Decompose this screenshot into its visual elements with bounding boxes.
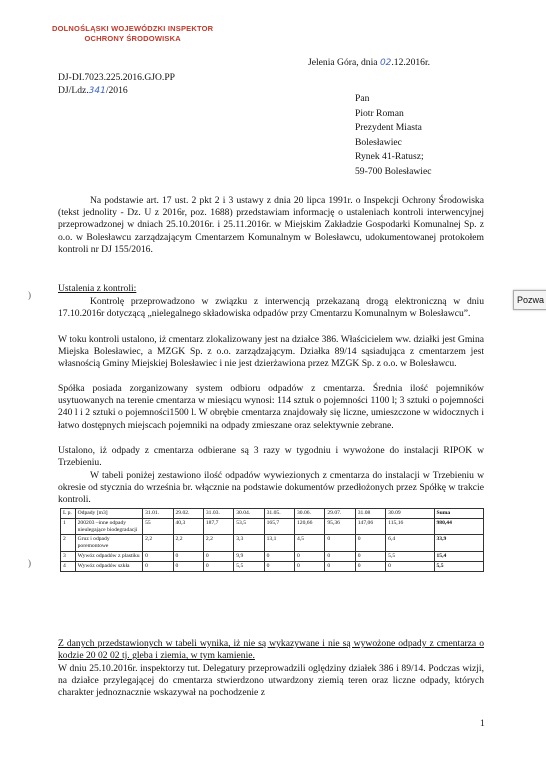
- table-cell: 115,16: [386, 518, 434, 535]
- header-cell: 31.01.: [143, 509, 173, 519]
- table-cell: 40,3: [173, 518, 203, 535]
- table-cell: 4,5: [295, 535, 325, 552]
- recipient-line: Prezydent Miasta: [355, 122, 422, 134]
- margin-mark: ): [28, 558, 31, 568]
- table-cell: 0: [143, 561, 173, 571]
- side-panel-tab[interactable]: Pozwa: [513, 290, 546, 310]
- table-cell: 147,06: [355, 518, 385, 535]
- paragraph-conclusion: Z danych przedstawionych w tabeli wynika, iż nie są wykazywane i nie są wywożone odpady z cmentarza o kodzie 20 02 02 tj. gleba i ziemia, w tym kamienie.: [58, 638, 484, 662]
- table-cell: 0: [295, 551, 325, 561]
- table-cell: 13,1: [264, 535, 294, 552]
- table-cell-sum: 15,4: [434, 551, 484, 561]
- table-cell: 0: [203, 561, 233, 571]
- paragraph-collection-system: Spółka posiada zorganizowany system odbioru odpadów z cmentarza. Średnia ilość pojemników usytuowanych na terenie cmentarza w miesiącu wynosi: 114 sztuk o pojemności 1100 l; 3 sztuki o pojemności 240 l i 2 sztuki o pojemności1500 l. W obrębie cmentarza znajdowały się liczne, umieszczone w widocznych i łatwo dostępnych miejscach pojemniki na odpady zmieszane oraz selektywnie zebrane.: [58, 383, 484, 431]
- table-cell: 2: [61, 535, 76, 552]
- dateline: [308, 57, 430, 69]
- paragraph-table-intro: W tabeli poniżej zestawiono ilość odpadów wywiezionych z cmentarza do instalacji w Trzebieniu w okresie od stycznia do września br. włącznie na podstawie dokumentów przedłożonych przez Spółkę w trakcie kontroli.: [58, 470, 484, 506]
- header-cell: 29.07.: [325, 509, 355, 519]
- table-cell: 0: [325, 535, 355, 552]
- recipient-line: Bolesławiec: [355, 136, 402, 148]
- registry-number-handwritten: 341: [88, 85, 106, 96]
- table-cell: Gruz i odpady poremontowe: [75, 535, 143, 552]
- header-cell: 31.03.: [203, 509, 233, 519]
- waste-table: [60, 508, 484, 572]
- table-cell: 5,5: [386, 551, 434, 561]
- paragraph-pickup-frequency: Ustalono, iż odpady z cmentarza odbierane są 3 razy w tygodniu i wywożone do instalacji RIPOK w Trzebieniu.: [58, 445, 484, 469]
- header-cell: L p.: [61, 509, 76, 519]
- section-title: Ustalenia z kontroli:: [58, 283, 137, 294]
- table-cell: 0: [355, 551, 385, 561]
- table-cell: 53,5: [234, 518, 264, 535]
- table-cell: 200203 –inne odpady nieulegające biodegradacji: [75, 518, 143, 535]
- header-cell: 31.05.: [264, 509, 294, 519]
- paragraph-inspection: W dniu 25.10.2016r. inspektorzy tut. Delegatury przeprowadzili oględziny działek 386 i 89/14. Podczas wizji, na działce przylegającej do cmentarza stwierdzono utwardzony ziemią teren oraz liczne odpady, których charakter jednoznacznie wskazywał na pochodzenie z: [58, 663, 484, 699]
- table-cell: 9,9: [234, 551, 264, 561]
- table-cell: 0: [355, 561, 385, 571]
- page-number: 1: [480, 718, 485, 729]
- table-row: [61, 561, 484, 571]
- table-cell: 0: [173, 561, 203, 571]
- header-cell: 30.06.: [295, 509, 325, 519]
- table-row: [61, 551, 484, 561]
- table-cell: 187,7: [203, 518, 233, 535]
- header-cell: 30.04.: [234, 509, 264, 519]
- registry-number: DJ/Ldz.341/2016: [58, 84, 128, 96]
- table-cell: 4: [61, 561, 76, 571]
- header-cell: Suma: [434, 509, 484, 519]
- table-cell: 2,2: [173, 535, 203, 552]
- table-cell: 0: [325, 551, 355, 561]
- table-cell: 120,66: [295, 518, 325, 535]
- table-cell: 0: [264, 551, 294, 561]
- header-cell: Odpady [m3]: [75, 509, 143, 519]
- table-cell-sum: 980,44: [434, 518, 484, 535]
- reference-block: [58, 72, 175, 97]
- margin-mark: ): [28, 290, 31, 300]
- header-cell: 29.02.: [173, 509, 203, 519]
- stamp-line-1: DOLNOŚLĄSKI WOJEWÓDZKI INSPEKTOR: [52, 24, 214, 33]
- stamp-line-2: OCHRONY ŚRODOWISKA: [84, 34, 181, 43]
- paragraph-complaint: Kontrolę przeprowadzono w związku z interwencją przekazaną drogą elektroniczną w dniu 17.10.2016r dotyczącą „nielegalnego składowiska odpadów przy Cmentarzu Komunalnym w Bolesławcu”.: [58, 296, 484, 320]
- table-cell-sum: 33,9: [434, 535, 484, 552]
- table-cell: 0: [325, 561, 355, 571]
- header-cell: 31.08: [355, 509, 385, 519]
- table-cell: 0: [295, 561, 325, 571]
- table-cell-sum: 5,5: [434, 561, 484, 571]
- table-cell: 1: [61, 518, 76, 535]
- recipient-line: Piotr Roman: [355, 107, 404, 119]
- recipient-line: 59-700 Bolesławiec: [355, 165, 432, 177]
- table-cell: 0: [173, 551, 203, 561]
- table-cell: 2,2: [143, 535, 173, 552]
- table-cell: Wywóz odpadów z plastiku: [75, 551, 143, 561]
- table-cell: 95,36: [325, 518, 355, 535]
- table-cell: 5,5: [234, 561, 264, 571]
- inspector-stamp: [52, 24, 213, 44]
- recipient-line: Pan: [355, 93, 370, 104]
- table-cell: 3: [61, 551, 76, 561]
- table-cell: 55: [143, 518, 173, 535]
- table-header-row: [61, 509, 484, 519]
- dateline-day-handwritten: 02: [379, 58, 392, 68]
- dateline-suffix: .12.2016r.: [391, 57, 431, 68]
- dateline-prefix: Jelenia Góra, dnia: [308, 57, 380, 68]
- recipient-address: [355, 92, 431, 180]
- table-row: [61, 518, 484, 535]
- reference-number: DJ-DI.7023.225.2016.GJO.PP: [58, 72, 175, 83]
- table-cell: 0: [386, 561, 434, 571]
- table-cell: 0: [143, 551, 173, 561]
- header-cell: 30.09: [386, 509, 434, 519]
- table-cell: 0: [355, 535, 385, 552]
- table-cell: 0: [203, 551, 233, 561]
- table-cell: 2,2: [203, 535, 233, 552]
- intro-paragraph: Na podstawie art. 17 ust. 2 pkt 2 i 3 ustawy z dnia 20 lipca 1991r. o Inspekcji Ochrony Środowiska (tekst jednolity - Dz. U z 2016r, poz. 1688) przedstawiam informację o ustaleniach kontroli interwencyjnej przeprowadzonej w dniach 25.10.2016r. i 25.11.2016r. w Miejskim Zakładzie Gospodarki Komunalnej Sp. z o.o. w Bolesławcu zarządzającym Cmentarzem Komunalnym w Bolesławcu, udokumentowanej protokołem kontroli nr DJ 155/2016.: [58, 195, 484, 255]
- table-cell: Wywóz odpadów szkła: [75, 561, 143, 571]
- waste-table-wrapper: [60, 508, 484, 572]
- paragraph-location: W toku kontroli ustalono, iż cmentarz zlokalizowany jest na działce 386. Właścicielem ww. działki jest Gmina Miejska Bolesławiec, a MZGK Sp. z o.o. zarządzającym. Działka 89/14 sąsiadująca z cmentarzem jest własnością Gminy Miejskiej Bolesławiec i nie jest dzierżawiona przez MZGK Sp. z o.o. w Bolesławcu.: [58, 334, 484, 370]
- table-cell: 6,4: [386, 535, 434, 552]
- table-row: [61, 535, 484, 552]
- table-cell: 0: [264, 561, 294, 571]
- table-cell: 3,3: [234, 535, 264, 552]
- table-cell: 165,7: [264, 518, 294, 535]
- recipient-line: Rynek 41-Ratusz;: [355, 151, 424, 163]
